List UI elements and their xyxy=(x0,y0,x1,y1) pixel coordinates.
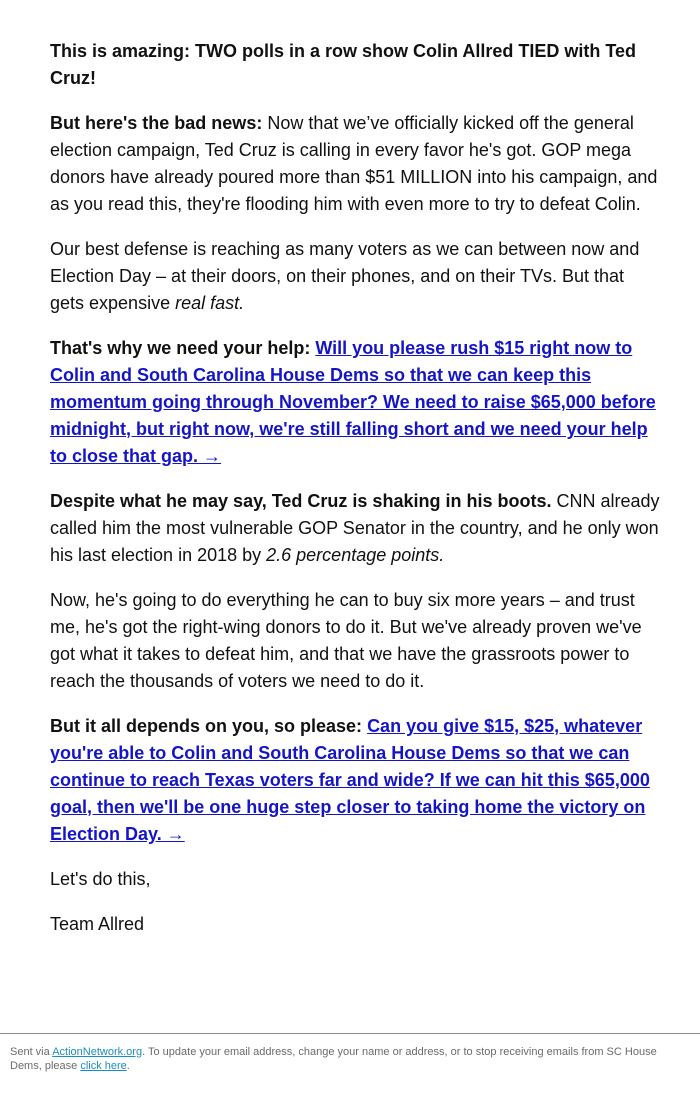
footer-divider xyxy=(0,1033,700,1034)
email-headline: This is amazing: TWO polls in a row show Colin Allred TIED with Ted Cruz! xyxy=(50,41,637,88)
paragraph-lead: But here's the bad news: xyxy=(50,113,263,133)
paragraph-bad-news xyxy=(50,110,660,218)
footer-suffix: . xyxy=(126,1060,130,1072)
email-body xyxy=(50,38,660,956)
paragraph-text: Now that we’ve officially kicked off the general election campaign, Ted Cruz is calling in every favor he's got. GOP mega donors have already poured more than $51 MILLION into his campaign, and as you read this, they're flooding him with even more to try to defeat Colin. xyxy=(50,113,658,214)
paragraph-need-help xyxy=(50,335,660,470)
footer-prefix: Sent via xyxy=(10,1046,53,1058)
paragraph-depends-on-you xyxy=(50,713,660,848)
donate-link-any-amount[interactable]: Can you give $15, $25, whatever you're able to Colin and South Carolina House Dems so that we can continue to reach Texas voters far and wide? If we can hit this $65,000 goal, then we'll be one huge step closer to taking home the victory on Election Day. → xyxy=(50,716,650,844)
email-footer xyxy=(10,1045,675,1073)
closing-line: Let's do this, xyxy=(50,869,151,889)
paragraph-lead: But it all depends on you, so please: xyxy=(50,716,363,736)
paragraph-lead: Despite what he may say, Ted Cruz is shaking in his boots. xyxy=(50,491,552,511)
paragraph-lead: That's why we need your help: xyxy=(50,338,311,358)
paragraph-text: Our best defense is reaching as many voters as we can between now and Election Day – at their doors, on their phones, and on their TVs. But that gets expensive xyxy=(50,239,640,313)
paragraph-best-defense xyxy=(50,236,660,317)
footer-middle-text: . To update your email address, change your name or address, or to stop receiving emails from SC House Dems, please xyxy=(10,1046,657,1072)
signature: Team Allred xyxy=(50,914,145,934)
paragraph-six-more-years: Now, he's going to do everything he can to buy six more years – and trust me, he's got the right-wing donors to do it. But we've already proven we've got what it takes to defeat him, and that we have the grassroots power to reach the thousands of voters we need to do it. xyxy=(50,590,642,691)
donate-link-15[interactable]: Will you please rush $15 right now to Colin and South Carolina House Dems so that we can keep this momentum going through November? We need to raise $65,000 before midnight, but right now, we're still falling short and we need your help to close that gap. → xyxy=(50,338,656,466)
paragraph-cruz-shaking xyxy=(50,488,660,569)
actionnetwork-link[interactable]: ActionNetwork.org xyxy=(52,1046,143,1058)
unsubscribe-link[interactable]: click here xyxy=(80,1060,127,1072)
paragraph-emphasis: real fast. xyxy=(175,293,245,313)
paragraph-emphasis: 2.6 percentage points. xyxy=(266,545,445,565)
paragraph-text: CNN already called him the most vulnerable GOP Senator in the country, and he only won his last election in 2018 by xyxy=(50,491,660,565)
